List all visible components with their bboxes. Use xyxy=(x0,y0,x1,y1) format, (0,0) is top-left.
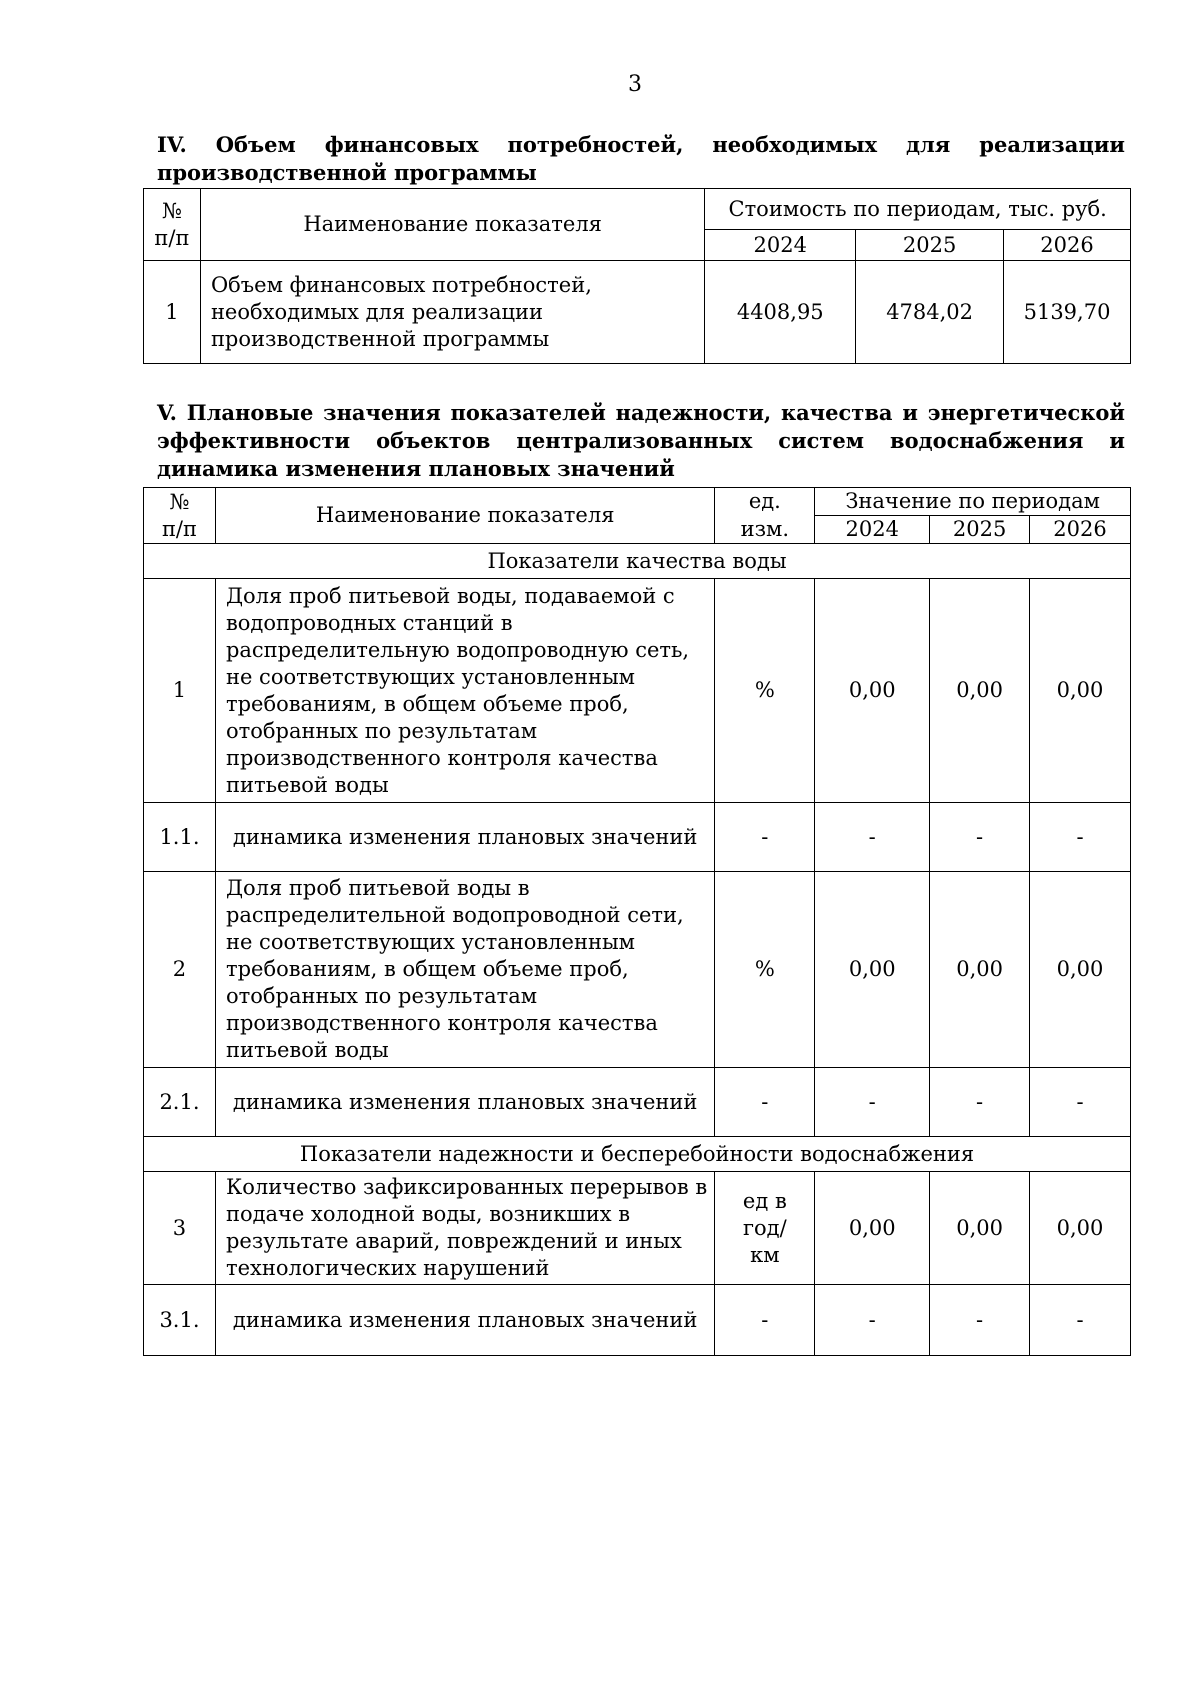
row-name: динамика изменения плановых значений xyxy=(215,1285,714,1356)
row-value: - xyxy=(930,803,1030,872)
group-header: Показатели надежности и бесперебойности водоснабжения xyxy=(144,1137,1131,1172)
row-num: 1 xyxy=(144,261,201,364)
row-value: 4784,02 xyxy=(856,261,1004,364)
page-number: 3 xyxy=(628,72,642,97)
row-value: 0,00 xyxy=(815,872,930,1068)
group-header: Показатели качества воды xyxy=(144,544,1131,579)
indicators-table xyxy=(143,487,1131,1356)
row-name: динамика изменения плановых значений xyxy=(215,1068,714,1137)
table-row xyxy=(144,1172,1131,1285)
header-year: 2024 xyxy=(815,516,930,544)
row-value: - xyxy=(1030,1068,1131,1137)
financial-needs-table xyxy=(143,188,1131,364)
row-value: 0,00 xyxy=(930,579,1030,803)
row-unit: % xyxy=(715,579,815,803)
header-num: № п/п xyxy=(144,488,216,544)
row-unit: % xyxy=(715,872,815,1068)
table-row xyxy=(144,1068,1131,1137)
row-value: - xyxy=(815,1285,930,1356)
header-num: № п/п xyxy=(144,189,201,261)
row-num: 1 xyxy=(144,579,216,803)
row-num: 3.1. xyxy=(144,1285,216,1356)
header-year: 2025 xyxy=(930,516,1030,544)
header-cost: Стоимость по периодам, тыс. руб. xyxy=(705,189,1131,230)
header-year: 2024 xyxy=(705,230,856,261)
header-year: 2026 xyxy=(1004,230,1131,261)
table-row xyxy=(144,579,1131,803)
row-value: 4408,95 xyxy=(705,261,856,364)
row-value: - xyxy=(815,803,930,872)
row-num: 2.1. xyxy=(144,1068,216,1137)
row-value: 0,00 xyxy=(930,1172,1030,1285)
row-value: 0,00 xyxy=(815,579,930,803)
row-name: динамика изменения плановых значений xyxy=(215,803,714,872)
row-value: 0,00 xyxy=(930,872,1030,1068)
row-name: Количество зафиксированных перерывов в подаче холодной воды, возникших в результате аварий, повреждений и иных технологических нарушений xyxy=(215,1172,714,1285)
row-num: 1.1. xyxy=(144,803,216,872)
header-period: Значение по периодам xyxy=(815,488,1131,516)
row-value: 5139,70 xyxy=(1004,261,1131,364)
row-value: - xyxy=(930,1068,1030,1137)
row-value: - xyxy=(1030,1285,1131,1356)
header-unit: изм. xyxy=(715,516,815,544)
row-value: - xyxy=(930,1285,1030,1356)
section-4-title: IV. Объем финансовых потребностей, необходимых для реализации производственной программы xyxy=(157,132,1125,185)
row-value: 0,00 xyxy=(1030,579,1131,803)
row-unit: - xyxy=(715,803,815,872)
row-name: Доля проб питьевой воды, подаваемой с водопроводных станций в распределительную водопроводную сеть, не соответствующих установленным требованиям, в общем объеме проб, отобранных по результатам производственного контроля качества питьевой воды xyxy=(215,579,714,803)
row-name: Объем финансовых потребностей, необходимых для реализации производственной программы xyxy=(200,261,704,364)
row-value: 0,00 xyxy=(1030,1172,1131,1285)
row-value: 0,00 xyxy=(1030,872,1131,1068)
row-unit: - xyxy=(715,1285,815,1356)
row-unit: ед в год/ км xyxy=(715,1172,815,1285)
header-year: 2026 xyxy=(1030,516,1131,544)
table-row xyxy=(144,1285,1131,1356)
table-row xyxy=(144,803,1131,872)
table-row xyxy=(144,261,1131,364)
header-unit: ед. xyxy=(715,488,815,516)
header-name: Наименование показателя xyxy=(200,189,704,261)
row-value: - xyxy=(1030,803,1131,872)
row-value: - xyxy=(815,1068,930,1137)
row-num: 2 xyxy=(144,872,216,1068)
row-value: 0,00 xyxy=(815,1172,930,1285)
row-unit: - xyxy=(715,1068,815,1137)
table-row xyxy=(144,872,1131,1068)
header-year: 2025 xyxy=(856,230,1004,261)
row-num: 3 xyxy=(144,1172,216,1285)
header-name: Наименование показателя xyxy=(215,488,714,544)
section-5-title: V. Плановые значения показателей надежности, качества и энергетической эффективности объектов централизованных систем водоснабжения и динамика изменения плановых значений xyxy=(157,400,1125,481)
row-name: Доля проб питьевой воды в распределительной водопроводной сети, не соответствующих установленным требованиям, в общем объеме проб, отобранных по результатам производственного контроля качества питьевой воды xyxy=(215,872,714,1068)
